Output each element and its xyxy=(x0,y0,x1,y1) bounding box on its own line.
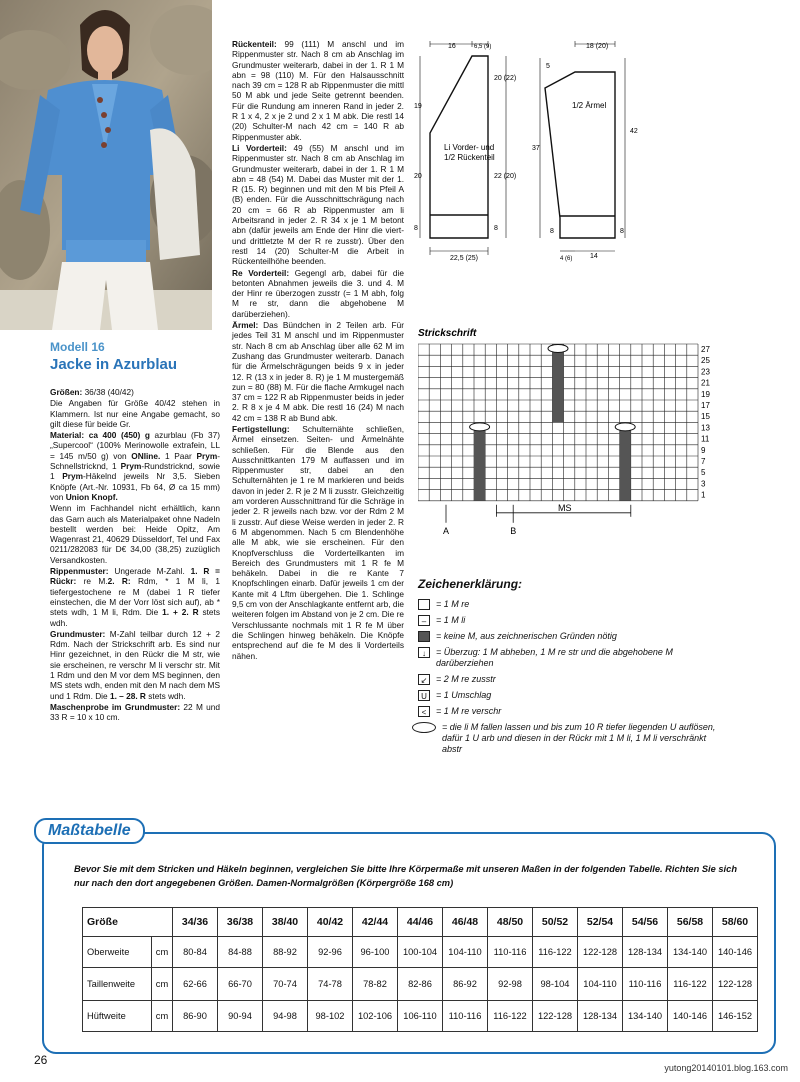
measure-value: 116-122 xyxy=(488,1001,533,1032)
measure-value: 94-98 xyxy=(263,1001,308,1032)
measure-value: 134-140 xyxy=(668,937,713,968)
model-number: Modell 16 xyxy=(50,340,105,354)
legend-row xyxy=(418,647,718,669)
measure-unit: cm xyxy=(152,968,173,1001)
legend-row xyxy=(418,615,718,626)
measure-value: 110-116 xyxy=(623,968,668,1001)
size-table xyxy=(82,907,758,1032)
size-header-cell: 58/60 xyxy=(713,908,758,937)
size-header-cell: 34/36 xyxy=(173,908,218,937)
measure-value: 92-98 xyxy=(488,968,533,1001)
measure-value: 122-128 xyxy=(533,1001,578,1032)
legend-symbol-icon: U xyxy=(418,690,430,701)
sleeve-cap: 5 xyxy=(546,63,550,70)
col1-paragraph: Wenn im Fachhandel nicht erhältlich, kann das Garn auch als Materialpaket ohne Nadeln bestellt werden bei: Heide Opitz, Am Wagenrast 21, 40629 Düsseldorf, Tel und Fax 0211/282083 für D€ 34,00 (38,25) zuzüglich Versandkosten. xyxy=(50,503,220,565)
measure-value: 80-84 xyxy=(173,937,218,968)
legend-row xyxy=(418,631,718,642)
measure-value: 84-88 xyxy=(218,937,263,968)
measure-value: 106-110 xyxy=(398,1001,443,1032)
chart-row-number: 1 xyxy=(701,490,706,500)
measure-unit: cm xyxy=(152,1001,173,1032)
article-heading xyxy=(50,340,220,373)
sleeve-label: 1/2 Ärmel xyxy=(572,101,607,110)
legend-text: = 1 M re xyxy=(436,599,470,609)
measure-value: 110-116 xyxy=(488,937,533,968)
measure-value: 116-122 xyxy=(533,937,578,968)
col1-paragraph: Grundmuster: M-Zahl teilbar durch 12 + 2 Rdm. Nach der Strickschrift arb. Es sind nur Hinr gezeichnet, in den Rückr die M str, wie sie erscheinen, re verschr M li verschr str. Mit 1 Rdm und den M vor dem MS beginnen, den MS stets wdh, enden mit den M nach dem MS und 1 Rdm. Die 1. – 28. R stets wdh. xyxy=(50,628,220,701)
col1-paragraph: Rippenmuster: Ungerade M-Zahl. 1. R = Rückr: re M.2. R: Rdm, * 1 M li, 1 tiefergestochene re M (dabei 1 R tiefer einstechen, die M der Vorr löst sich auf), ab * stets wdh, 1 M li, Rdm. Die 1. + 2. R stets wdh. xyxy=(50,566,221,628)
col2-paragraph: Li Vorderteil: 49 (55) M anschl und im Rippenmuster str. Nach 8 cm ab Anschlag im Grundmuster weiterarb, dabei in der 1. R 1 M abn = 48 (54) M. Dabei das Muster mit der 1. R (15. R) beginnen und mit den M bis Pfeil A (B) enden. Für die Ausschnittschrägung nach 20 cm = 66 R ab Rippenmuster am li Arbeitsrand in jeder 2. R 34 x je 1 M betont abn (dafür jeweils am Ende der Hinr die viert- und drittletzte M der R re zusstr). Über den restl 14 (20) Schulter-M die Arbeit in Rückenteilhöhe beenden. xyxy=(232,142,404,267)
table-row xyxy=(83,937,758,968)
chart-row-number: 17 xyxy=(701,401,710,410)
sleeve-schematic xyxy=(545,72,615,238)
article-title: Jacke in Azurblau xyxy=(50,356,177,373)
legend-symbol-icon: ↓ xyxy=(418,647,430,658)
body-height-lower: 20 xyxy=(414,173,422,180)
arrow-b-label: B xyxy=(510,525,517,536)
measure-value: 74-78 xyxy=(308,968,353,1001)
chart-no-stitch-column xyxy=(474,422,485,500)
legend-text: = keine M, aus zeichnerischen Gründen nötig xyxy=(436,631,617,641)
measure-value: 66-70 xyxy=(218,968,263,1001)
measure-value: 98-102 xyxy=(308,1001,353,1032)
chart-row-number: 3 xyxy=(701,479,706,489)
col1-paragraph: Größen: 36/38 (40/42) xyxy=(50,387,134,397)
body-height-upper: 19 xyxy=(414,103,422,110)
size-header-cell: 36/38 xyxy=(218,908,263,937)
chart-row-number: 27 xyxy=(701,345,710,354)
size-header-cell: 46/48 xyxy=(443,908,488,937)
legend-row xyxy=(418,706,718,717)
legend-text: = 1 Umschlag xyxy=(436,690,492,700)
measure-value: 140-146 xyxy=(668,1001,713,1032)
size-table-panel xyxy=(34,818,774,1050)
measure-value: 104-110 xyxy=(578,968,623,1001)
measure-value: 86-90 xyxy=(173,1001,218,1032)
col1-paragraph: Die Angaben für Größe 40/42 stehen in Klammern. Ist nur eine Angabe gemacht, so gilt diese für beide Gr. xyxy=(50,398,220,429)
table-row xyxy=(83,1001,758,1032)
arrow-a-label: A xyxy=(443,525,450,536)
col1-paragraph: Material: ca 400 (450) g azurblau (Fb 37) „Supercool“ (100% Merinowolle extrafein, LL = 145 m/50 g) von ONline. 1 Paar Prym-Schnellstricknd, 1 Prym-Rundstricknd, sowie 1 Prym-Häkelnd jeweils Nr 3,5. Sieben Knöpfe (Art.-Nr. 10931, Fb 64, Ø ca 15 mm) von Union Knopf. xyxy=(50,430,220,502)
size-header-cell: 44/46 xyxy=(398,908,443,937)
chart-no-stitch-column xyxy=(552,344,563,422)
size-header-cell: 50/52 xyxy=(533,908,578,937)
legend-symbol-icon xyxy=(412,722,436,733)
chart-row-number: 13 xyxy=(701,423,710,433)
size-table-intro: Bevor Sie mit dem Stricken und Häkeln beginnen, vergleichen Sie bitte Ihre Körpermaße mit unseren Maßen in der folgenden Tabelle. Richten Sie sich nur nach den dort angegebenen Größen. Damen-Normalgrößen (Körpergröße 168 cm) xyxy=(74,864,737,888)
chart-row-number: 23 xyxy=(701,367,710,377)
measure-label: Taillenweite xyxy=(83,968,152,1001)
body-rib-left: 8 xyxy=(414,225,418,232)
symbol-legend xyxy=(418,577,718,760)
ms-label: MS xyxy=(558,502,572,513)
instructions-column-2 xyxy=(232,39,404,662)
chart-row-number: 7 xyxy=(701,457,706,466)
measure-value: 128-134 xyxy=(623,937,668,968)
col2-paragraph: Fertigstellung: Schulternähte schließen, Ärmel einsetzen. Seiten- und Ärmelnähte schließen. Für die Blende aus den Ausschnittkanten 179 M auffassen und im Rippenmuster str, dabei an den Schulternähten je 1 re M markieren und beids davon in jeder 2. R je 2 M li zusstr. Gleichzeitig am vorderen Ausschnittrand für die Schräge in jeder 2. R jeweils nach bzw. vor der Rdm 2 M li zusstr. Auf diese Weise werden in jeder 2. R 6 M abgenommen. Nach 5 cm Blendenhöhe alle M abk, wie sie erscheinen. Für den Knopfverschluss die Vorderteilkanten im Bereich des Grundmusters mit 1 R fe M behäkeln. Dabei in die re Kante 7 Knopfschlingen einarb. Dafür jeweils 1 cm der Kante mit 4 Lftm übergehen. Die 1. Schlinge 9,5 cm von der Anschlagkante entfernt arb, die weiteren folgen im Abstand von je 2 cm. Die re Verschlussante nochmals mit 1 R fe M über die Schlingen hinweg behäkeln. Die Knöpfe entsprechend auf die fe M des li Vorderteils nähen. xyxy=(232,423,405,661)
chart-row-number: 15 xyxy=(701,412,710,422)
size-table-header-row xyxy=(83,908,758,937)
size-header-cell: 38/40 xyxy=(263,908,308,937)
legend-row xyxy=(418,599,718,610)
chart-row-number: 5 xyxy=(701,468,706,478)
measure-value: 146-152 xyxy=(713,1001,758,1032)
size-table-tab: Maßtabelle xyxy=(34,818,145,844)
legend-text: = 1 M li xyxy=(436,615,466,625)
model-photo xyxy=(0,0,212,330)
chart-row-number: 25 xyxy=(701,356,710,366)
knitting-chart xyxy=(418,328,718,543)
col2-paragraph: Rückenteil: 99 (111) M anschl und im Rippenmuster str. Nach 8 cm ab Anschlag im Grundmuster weiterarb, dabei in der 1. R 1 M abn = 98 (110) M. Für den Halsausschnitt nach 39 cm = 128 R ab Rippenmuster die mittl 50 M abk und jede Seite getrennt beenden. Für die Rundung am inneren Rand in jeder 2. R 1 x 4, 2 x je 2 und 2 x 1 M abk. Die restl 14 (20) Schulter-M nach 42 cm = 140 R ab Rippenmuster abk. xyxy=(232,39,404,142)
size-header-cell: 56/58 xyxy=(668,908,713,937)
chart-no-stitch-column xyxy=(620,422,631,500)
measure-value: 62-66 xyxy=(173,968,218,1001)
measure-value: 128-134 xyxy=(578,1001,623,1032)
sleeve-rib-left: 8 xyxy=(550,228,554,235)
measure-value: 70-74 xyxy=(263,968,308,1001)
pattern-schematics xyxy=(410,38,650,268)
legend-symbol-icon xyxy=(418,599,430,610)
measure-value: 100-104 xyxy=(398,937,443,968)
legend-text: = die li M fallen lassen und bis zum 10 R tiefer liegenden U auflösen, dafür 1 U arb und diesen in der Rückr mit 1 M li, 1 M li verschränkt abstr xyxy=(442,722,716,754)
measure-value: 78-82 xyxy=(353,968,398,1001)
measure-value: 110-116 xyxy=(443,1001,488,1032)
legend-row xyxy=(418,690,718,701)
legend-row xyxy=(418,674,718,685)
legend-symbol-icon xyxy=(418,631,430,642)
measure-value: 82-86 xyxy=(398,968,443,1001)
measure-value: 104-110 xyxy=(443,937,488,968)
watermark: yutong20140101.blog.163.com xyxy=(664,1063,788,1073)
body-side: 22 (20) xyxy=(494,173,517,180)
instructions-column-1 xyxy=(50,387,220,724)
chart-row-number: 19 xyxy=(701,389,710,399)
measure-value: 122-128 xyxy=(713,968,758,1001)
body-label-1: Li Vorder- und xyxy=(444,143,495,152)
table-row xyxy=(83,968,758,1001)
body-neck-width: 6,5 (9) xyxy=(474,44,492,50)
legend-text: = 2 M re zusstr xyxy=(436,674,496,684)
col2-paragraph: Ärmel: Das Bündchen in 2 Teilen arb. Für jedes Teil 31 M anschl und im Rippenmuster str. Nach 8 cm ab Anschlag über alle 62 M im Zushang das Grundmuster weiterarb. Danach für die Ärmelschrägungen beids 9 x in jeder 12. R (13 x in jeder 8. R) je 1 M mustergemäß zun = 80 (88) M. Für die flache Armkugel nach 37 cm = 122 R ab Rippenmuster beids in jeder 2. R 8 x je 4 M abk. Die restl 16 (24) M nach 42 cm = 138 R ab Bund abk. xyxy=(232,320,404,423)
size-table-box xyxy=(42,832,776,1054)
measure-value: 86-92 xyxy=(443,968,488,1001)
sleeve-length-right: 42 xyxy=(630,128,638,135)
legend-symbol-icon: ↙ xyxy=(418,674,430,685)
body-top-width: 16 xyxy=(448,43,456,50)
measure-value: 140-146 xyxy=(713,937,758,968)
col2-paragraph: Re Vorderteil: Gegengl arb, dabei für die betonten Abnahmen jeweils die 3. und 4. M der Hinr re überzogen zusstr (= 1 M abh, folg M re str, dann die abgehobene M darüberziehen). xyxy=(232,267,404,319)
page-number: 26 xyxy=(34,1053,48,1067)
legend-text: = 1 M re verschr xyxy=(436,706,502,716)
measure-value: 88-92 xyxy=(263,937,308,968)
chart-row-number: 11 xyxy=(701,434,710,444)
chart-row-number: 9 xyxy=(701,445,706,455)
size-header-cell: 48/50 xyxy=(488,908,533,937)
measure-value: 90-94 xyxy=(218,1001,263,1032)
sleeve-cuff-left: 4 (6) xyxy=(560,256,573,262)
legend-symbol-icon: < xyxy=(418,706,430,717)
size-header-cell: 40/42 xyxy=(308,908,353,937)
sleeve-length-left: 37 xyxy=(532,145,540,152)
measure-label: Oberweite xyxy=(83,937,152,968)
chart-drop-stitch-oval xyxy=(615,423,635,431)
body-rib-right: 8 xyxy=(494,225,498,232)
measure-value: 92-96 xyxy=(308,937,353,968)
measure-value: 116-122 xyxy=(668,968,713,1001)
legend-row xyxy=(418,722,718,755)
measure-value: 134-140 xyxy=(623,1001,668,1032)
chart-drop-stitch-oval xyxy=(548,344,568,352)
size-header-cell: 54/56 xyxy=(623,908,668,937)
legend-symbol-icon: – xyxy=(418,615,430,626)
sleeve-top-width: 18 (20) xyxy=(586,43,609,50)
body-label-2: 1/2 Rückenteil xyxy=(444,153,495,162)
chart-drop-stitch-oval xyxy=(470,423,490,431)
legend-text: = Überzug: 1 M abheben, 1 M re str und die abgehobene M darüberziehen xyxy=(436,647,673,668)
size-header-label: Größe xyxy=(83,908,173,937)
sleeve-cuff-bottom: 14 xyxy=(590,253,598,260)
body-neck-drop: 20 (22) xyxy=(494,75,517,82)
body-bottom-width: 22,5 (25) xyxy=(450,255,479,262)
chart-row-number: 21 xyxy=(701,378,710,388)
size-header-cell: 52/54 xyxy=(578,908,623,937)
measure-label: Hüftweite xyxy=(83,1001,152,1032)
measure-value: 96-100 xyxy=(353,937,398,968)
legend-title: Zeichenerklärung: xyxy=(418,577,523,591)
measure-value: 102-106 xyxy=(353,1001,398,1032)
col1-paragraph: Maschenprobe im Grundmuster: 22 M und 33 R = 10 x 10 cm. xyxy=(50,701,220,723)
measure-value: 122-128 xyxy=(578,937,623,968)
size-header-cell: 42/44 xyxy=(353,908,398,937)
sleeve-rib-right: 8 xyxy=(620,228,624,235)
measure-unit: cm xyxy=(152,937,173,968)
chart-title: Strickschrift xyxy=(418,328,477,339)
measure-value: 98-104 xyxy=(533,968,578,1001)
